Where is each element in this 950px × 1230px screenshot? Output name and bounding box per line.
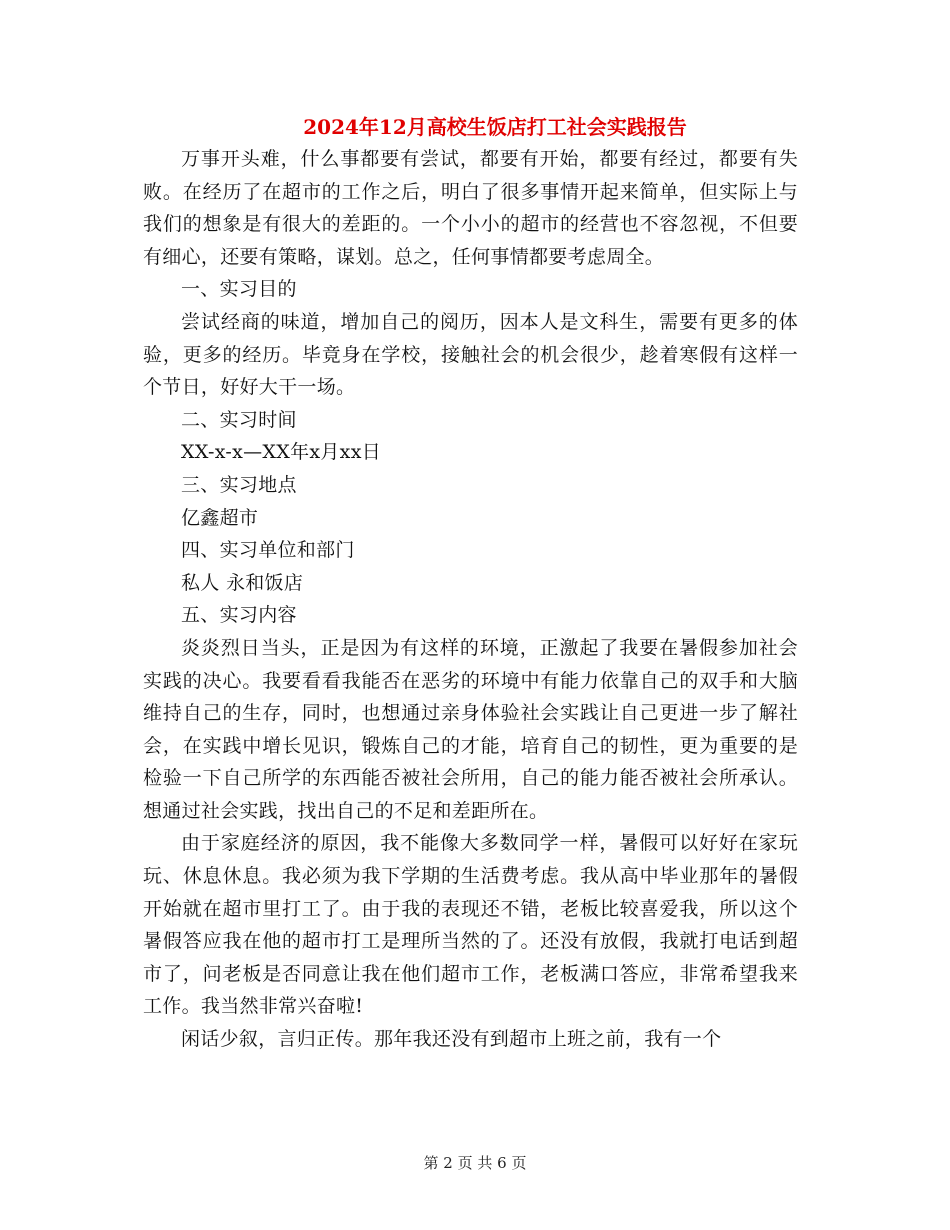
paragraph-content-2: 由于家庭经济的原因，我不能像大多数同学一样，暑假可以好好在家玩玩、休息休息。我必须为我下学期的生活费考虑。我从高中毕业那年的暑假开始就在超市里打工了。由于我的表现还不错，老板比较喜爱我，所以这个暑假答应我在他的超市打工是理所当然的了。还没有放假，我就打电话到超市了，问老板是否同意让我在他们超市工作，老板满口答应，非常希望我来工作。我当然非常兴奋啦! bbox=[143, 832, 798, 1018]
paragraph-content-3: 闲话少叙，言归正传。那年我还没有到超市上班之前，我有一个 bbox=[181, 1028, 722, 1051]
heading-content: 五、实习内容 bbox=[181, 604, 297, 627]
paragraph-location: 亿鑫超市 bbox=[181, 506, 259, 529]
paragraph-unit: 私人 永和饭店 bbox=[181, 571, 304, 594]
heading-purpose: 一、实习目的 bbox=[181, 278, 297, 301]
heading-location: 三、实习地点 bbox=[181, 473, 297, 496]
heading-unit: 四、实习单位和部门 bbox=[181, 539, 355, 562]
document-body bbox=[143, 143, 798, 1056]
paragraph-content-1: 炎炎烈日当头，正是因为有这样的环境，正激起了我要在暑假参加社会实践的决心。我要看看我能否在恶劣的环境中有能力依靠自己的双手和大脑维持自己的生存，同时，也想通过亲身体验社会实践让自己更进一步了解社会，在实践中增长见识，锻炼自己的才能，培育自己的韧性，更为重要的是检验一下自己所学的东西能否被社会所用，自己的能力能否被社会所承认。想通过社会实践，找出自己的不足和差距所在。 bbox=[143, 636, 798, 822]
document-title: 2024年12月高校生饭店打工社会实践报告 bbox=[303, 115, 687, 139]
paragraph-purpose: 尝试经商的味道，增加自己的阅历，因本人是文科生，需要有更多的体验，更多的经历。毕竟身在学校，接触社会的机会很少，趁着寒假有这样一个节日，好好大干一场。 bbox=[143, 310, 798, 399]
page-footer: 第 2 页 共 6 页 bbox=[423, 1154, 527, 1172]
heading-time: 二、实习时间 bbox=[181, 408, 297, 431]
paragraph-time: XX-x-x—XX年x月xx日 bbox=[181, 441, 382, 464]
paragraph-intro: 万事开头难，什么事都要有尝试，都要有开始，都要有经过，都要有失败。在经历了在超市的工作之后，明白了很多事情开起来简单，但实际上与我们的想象是有很大的差距的。一个小小的超市的经营也不容忽视，不但要有细心，还要有策略，谋划。总之，任何事情都要考虑周全。 bbox=[143, 148, 798, 268]
